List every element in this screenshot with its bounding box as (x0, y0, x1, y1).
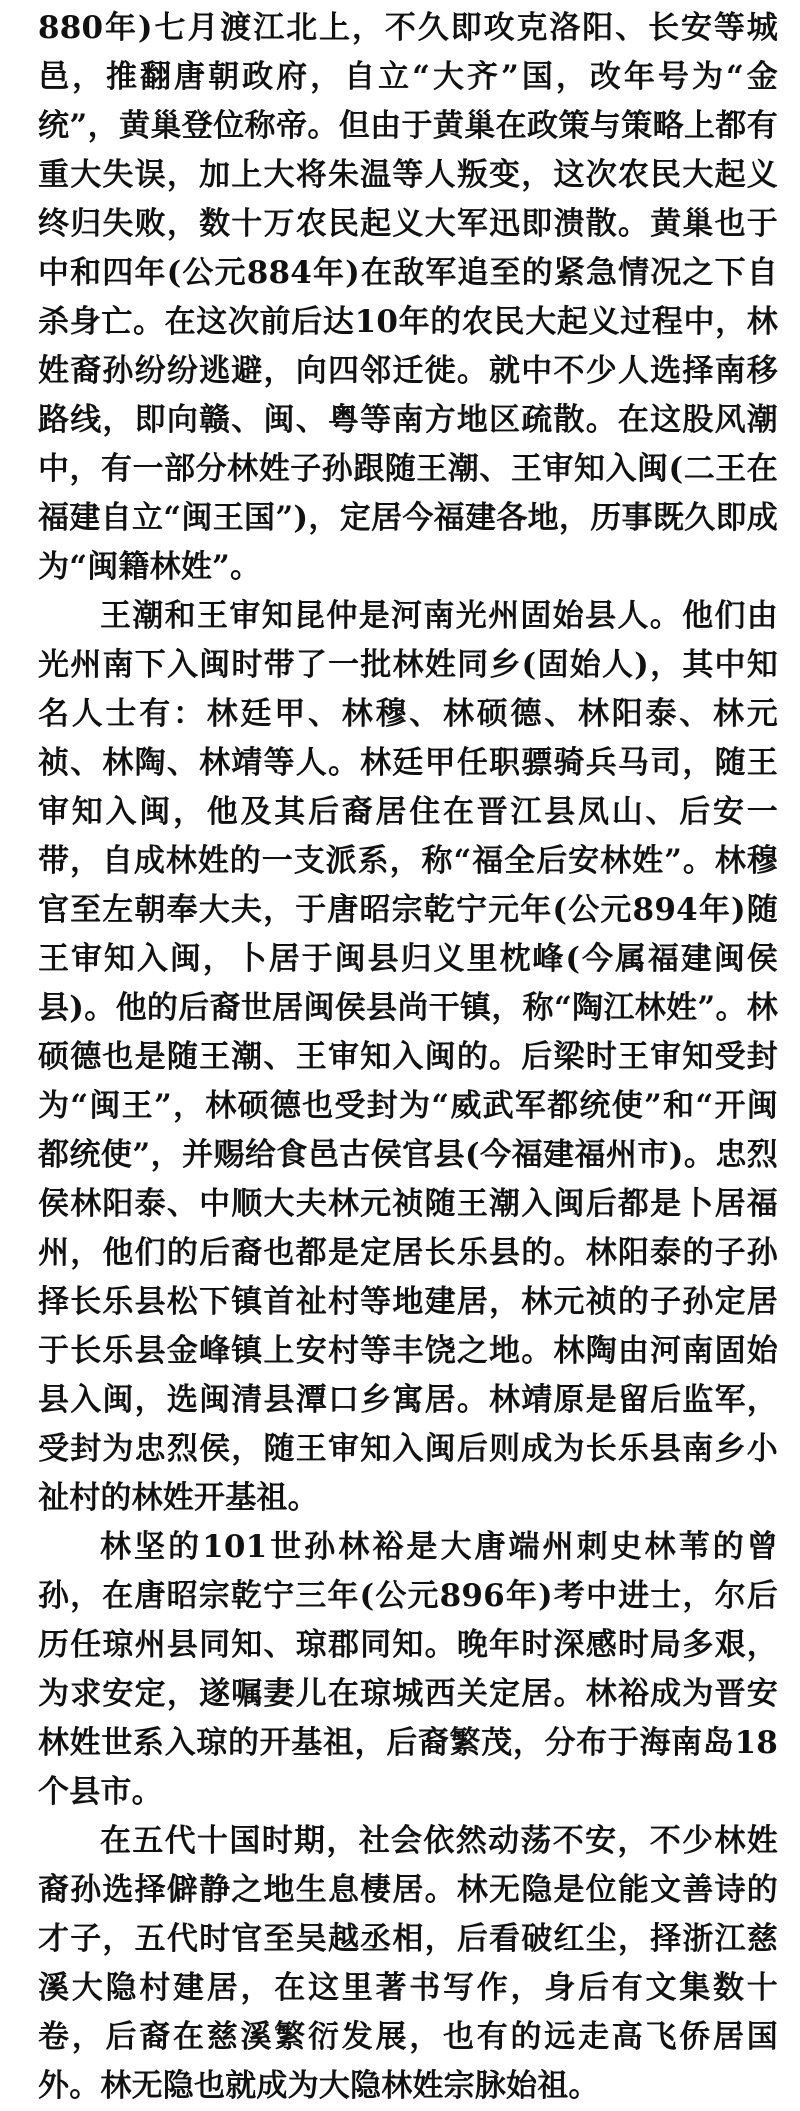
paragraph-3: 林坚的101世孙林裕是大唐端州刺史林苇的曾孙，在唐昭宗乾宁三年(公元896年)考中进士，尔后历任琼州县同知、琼郡同知。晚年时深感时局多艰，为求安定，遂嘱妻儿在琼城西关定居。林裕成为晋安林姓世系入琼的开基祖，后裔繁茂，分布于海南岛18个县市。 (38, 1529, 778, 1810)
paragraph-1: 880年)七月渡江北上，不久即攻克洛阳、长安等城邑，推翻唐朝政府，自立“大齐”国，改年号为“金统”，黄巢登位称帝。但由于黄巢在政策与策略上都有重大失误，加上大将朱温等人叛变，这次农民大起义终归失败，数十万农民起义大军迅即溃散。黄巢也于中和四年(公元884年)在敌军追至的紧急情况之下自杀身亡。在这次前后达10年的农民大起义过程中，林姓裔孙纷纷逃避，向四邻迁徙。就中不少人选择南移路线，即向赣、闽、粤等南方地区疏散。在这股风潮中，有一部分林姓子孙跟随王潮、王审知入闽(二王在福建自立“闽王国”)，定居今福建各地，历事既久即成为“闽籍林姓”。 (38, 10, 778, 585)
paragraph-4: 在五代十国时期，社会依然动荡不安，不少林姓裔孙选择僻静之地生息棲居。林无隐是位能文善诗的才子，五代时官至吴越丞相，后看破红尘，择浙江慈溪大隐村建居，在这里著书写作，身后有文集数十卷，后裔在慈溪繁衍发展，也有的远走高飞侨居国外。林无隐也就成为大隐林姓宗脉始祖。 (38, 1823, 778, 2104)
paragraph-2: 王潮和王审知昆仲是河南光州固始县人。他们由光州南下入闽时带了一批林姓同乡(固始人)，其中知名人士有：林廷甲、林穆、林硕德、林阳泰、林元祯、林陶、林靖等人。林廷甲任职骠骑兵马司，随王审知入闽，他及其后裔居住在晋江县凤山、后安一带，自成林姓的一支派系，称“福全后安林姓”。林穆官至左朝奉大夫，于唐昭宗乾宁元年(公元894年)随王审知入闽，卜居于闽县归义里枕峰(今属福建闽侯县)。他的后裔世居闽侯县尚干镇，称“陶江林姓”。林硕德也是随王潮、王审知入闽的。后梁时王审知受封为“闽王”，林硕德也受封为“威武军都统使”和“开闽都统使”，并赐给食邑古侯官县(今福建福州市)。忠烈侯林阳泰、中顺大夫林元祯随王潮入闽后都是卜居福州，他们的后裔也都是定居长乐县的。林阳泰的子孙择长乐县松下镇首祉村等地建居，林元祯的子孙定居于长乐县金峰镇上安村等丰饶之地。林陶由河南固始县入闽，选闽清县潭口乡寓居。林靖原是留后监军，受封为忠烈侯，随王审知入闽后则成为长乐县南乡小祉村的林姓开基祖。 (38, 598, 778, 1516)
